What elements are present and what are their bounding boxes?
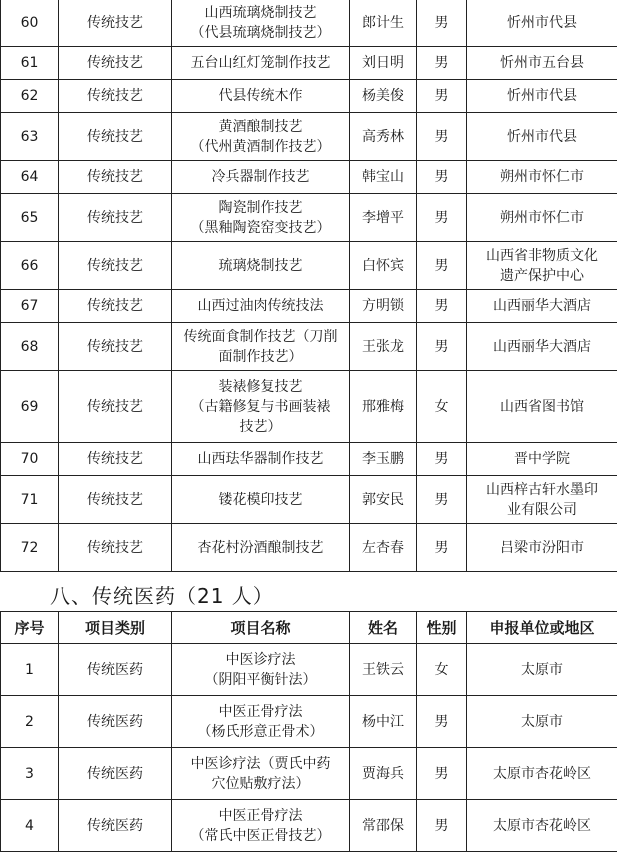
cell-gender: 女 — [417, 644, 467, 696]
cell-name: 王铁云 — [350, 644, 417, 696]
cell-name: 杨美俊 — [350, 80, 417, 113]
cell-no: 2 — [1, 696, 59, 748]
cell-unit — [467, 696, 617, 748]
cell-unit-line: 太原市杏花岭区 — [470, 764, 614, 784]
cell-gender: 男 — [417, 161, 467, 194]
cell-unit — [467, 443, 617, 476]
header-row — [1, 612, 617, 644]
cell-category: 传统医药 — [59, 800, 172, 852]
cell-project — [172, 371, 350, 443]
cell-project-line: 中医正骨疗法 — [175, 702, 346, 722]
cell-unit — [467, 194, 617, 242]
table-row — [1, 194, 617, 242]
cell-unit — [467, 524, 617, 572]
cell-name: 郭安民 — [350, 476, 417, 524]
header-category: 项目类别 — [59, 612, 172, 644]
cell-project — [172, 242, 350, 290]
cell-category: 传统技艺 — [59, 524, 172, 572]
cell-no: 60 — [1, 0, 59, 47]
cell-unit-line: 太原市杏花岭区 — [470, 816, 614, 836]
cell-name: 刘日明 — [350, 47, 417, 80]
cell-project-line: 装裱修复技艺 — [175, 377, 346, 397]
cell-category: 传统医药 — [59, 696, 172, 748]
cell-category: 传统技艺 — [59, 194, 172, 242]
cell-project-line: （代州黄酒制作技艺） — [175, 137, 346, 157]
cell-project — [172, 47, 350, 80]
cell-project — [172, 800, 350, 852]
cell-gender: 男 — [417, 194, 467, 242]
cell-unit-line: 忻州市代县 — [470, 13, 614, 33]
cell-name: 杨中江 — [350, 696, 417, 748]
cell-unit — [467, 476, 617, 524]
cell-project-line: 中医正骨疗法 — [175, 806, 346, 826]
header-name: 姓名 — [350, 612, 417, 644]
table-row — [1, 323, 617, 371]
cell-gender: 男 — [417, 476, 467, 524]
cell-unit — [467, 47, 617, 80]
cell-project-line: 代县传统木作 — [175, 86, 346, 106]
cell-unit-line: 山西丽华大酒店 — [470, 337, 614, 357]
cell-category: 传统医药 — [59, 748, 172, 800]
cell-name: 白怀宾 — [350, 242, 417, 290]
cell-project-line: （阴阳平衡针法） — [175, 670, 346, 690]
table-row — [1, 524, 617, 572]
cell-no: 61 — [1, 47, 59, 80]
cell-name: 郎计生 — [350, 0, 417, 47]
cell-no: 71 — [1, 476, 59, 524]
cell-no: 67 — [1, 290, 59, 323]
cell-unit-line: 忻州市代县 — [470, 127, 614, 147]
cell-unit — [467, 800, 617, 852]
table-row — [1, 748, 617, 800]
table-row — [1, 443, 617, 476]
cell-category: 传统技艺 — [59, 242, 172, 290]
cell-project-line: 技艺） — [175, 417, 346, 437]
cell-project-line: 传统面食制作技艺（刀削 — [175, 327, 346, 347]
cell-project — [172, 290, 350, 323]
cell-project-line: 冷兵器制作技艺 — [175, 167, 346, 187]
cell-project-line: （古籍修复与书画装裱 — [175, 397, 346, 417]
cell-gender: 男 — [417, 242, 467, 290]
cell-project-line: （杨氏形意正骨术） — [175, 722, 346, 742]
cell-name: 常邵保 — [350, 800, 417, 852]
cell-project-line: （代县琉璃烧制技艺） — [175, 23, 346, 43]
cell-no: 4 — [1, 800, 59, 852]
cell-project — [172, 0, 350, 47]
table-row — [1, 371, 617, 443]
header-gender: 性别 — [417, 612, 467, 644]
section-heading: 八、传统医药（21 人） — [50, 582, 274, 610]
cell-gender: 男 — [417, 113, 467, 161]
cell-gender: 男 — [417, 800, 467, 852]
cell-unit — [467, 644, 617, 696]
cell-project — [172, 476, 350, 524]
cell-name: 左杏春 — [350, 524, 417, 572]
cell-project — [172, 644, 350, 696]
cell-project — [172, 696, 350, 748]
cell-unit — [467, 242, 617, 290]
cell-name: 邢雅梅 — [350, 371, 417, 443]
cell-project-line: 黄酒酿制技艺 — [175, 117, 346, 137]
cell-name: 韩宝山 — [350, 161, 417, 194]
cell-gender: 男 — [417, 47, 467, 80]
cell-name: 李增平 — [350, 194, 417, 242]
cell-name: 王张龙 — [350, 323, 417, 371]
cell-gender: 男 — [417, 323, 467, 371]
cell-unit-line: 朔州市怀仁市 — [470, 167, 614, 187]
cell-no: 68 — [1, 323, 59, 371]
cell-category: 传统技艺 — [59, 443, 172, 476]
cell-unit-line: 山西梓古轩水墨印 — [470, 480, 614, 500]
cell-project — [172, 524, 350, 572]
cell-project-line: 琉璃烧制技艺 — [175, 256, 346, 276]
cell-unit-line: 山西省图书馆 — [470, 397, 614, 417]
cell-unit-line: 遗产保护中心 — [470, 266, 614, 286]
cell-unit-line: 朔州市怀仁市 — [470, 208, 614, 228]
cell-name: 方明锁 — [350, 290, 417, 323]
cell-project-line: 穴位贴敷疗法） — [175, 774, 346, 794]
cell-project — [172, 443, 350, 476]
cell-category: 传统技艺 — [59, 47, 172, 80]
cell-no: 1 — [1, 644, 59, 696]
cell-project — [172, 748, 350, 800]
cell-project-line: 陶瓷制作技艺 — [175, 198, 346, 218]
table-row — [1, 161, 617, 194]
cell-gender: 男 — [417, 443, 467, 476]
cell-project-line: 杏花村汾酒酿制技艺 — [175, 538, 346, 558]
cell-gender: 男 — [417, 696, 467, 748]
table-row — [1, 80, 617, 113]
cell-unit-line: 业有限公司 — [470, 500, 614, 520]
cell-project-line: 山西过油肉传统技法 — [175, 296, 346, 316]
cell-category: 传统技艺 — [59, 290, 172, 323]
cell-gender: 男 — [417, 290, 467, 323]
cell-project — [172, 161, 350, 194]
cell-gender: 男 — [417, 524, 467, 572]
cell-no: 62 — [1, 80, 59, 113]
header-project: 项目名称 — [172, 612, 350, 644]
cell-no: 3 — [1, 748, 59, 800]
table-row — [1, 47, 617, 80]
cell-category: 传统医药 — [59, 644, 172, 696]
cell-category: 传统技艺 — [59, 476, 172, 524]
cell-unit — [467, 371, 617, 443]
cell-unit-line: 忻州市五台县 — [470, 53, 614, 73]
cell-unit-line: 吕梁市汾阳市 — [470, 538, 614, 558]
cell-unit-line: 忻州市代县 — [470, 86, 614, 106]
cell-no: 66 — [1, 242, 59, 290]
cell-name: 李玉鹏 — [350, 443, 417, 476]
table-row — [1, 242, 617, 290]
cell-project — [172, 323, 350, 371]
cell-unit — [467, 748, 617, 800]
cell-project-line: 山西珐华器制作技艺 — [175, 449, 346, 469]
cell-unit-line: 晋中学院 — [470, 449, 614, 469]
table-row — [1, 644, 617, 696]
cell-project-line: （黑釉陶瓷窑变技艺） — [175, 218, 346, 238]
cell-category: 传统技艺 — [59, 80, 172, 113]
cell-gender: 男 — [417, 748, 467, 800]
cell-unit — [467, 323, 617, 371]
cell-name: 贾海兵 — [350, 748, 417, 800]
cell-project-line: 中医诊疗法（贾氏中药 — [175, 754, 346, 774]
cell-gender: 男 — [417, 80, 467, 113]
cell-unit — [467, 113, 617, 161]
cell-no: 64 — [1, 161, 59, 194]
heritage-table-medicine — [0, 611, 617, 852]
table-row — [1, 290, 617, 323]
cell-unit — [467, 161, 617, 194]
cell-category: 传统技艺 — [59, 113, 172, 161]
cell-unit-line: 太原市 — [470, 712, 614, 732]
header-unit: 申报单位或地区 — [467, 612, 617, 644]
cell-gender: 女 — [417, 371, 467, 443]
cell-unit — [467, 0, 617, 47]
cell-project-line: 镂花模印技艺 — [175, 490, 346, 510]
cell-category: 传统技艺 — [59, 371, 172, 443]
cell-project-line: （常氏中医正骨技艺） — [175, 826, 346, 846]
cell-no: 70 — [1, 443, 59, 476]
cell-no: 63 — [1, 113, 59, 161]
cell-no: 72 — [1, 524, 59, 572]
cell-unit — [467, 80, 617, 113]
cell-category: 传统技艺 — [59, 0, 172, 47]
cell-project — [172, 80, 350, 113]
table-row — [1, 0, 617, 47]
cell-no: 65 — [1, 194, 59, 242]
cell-gender: 男 — [417, 0, 467, 47]
cell-project — [172, 194, 350, 242]
cell-name: 高秀林 — [350, 113, 417, 161]
table-row — [1, 800, 617, 852]
cell-unit-line: 太原市 — [470, 660, 614, 680]
cell-unit-line: 山西丽华大酒店 — [470, 296, 614, 316]
cell-category: 传统技艺 — [59, 323, 172, 371]
cell-unit — [467, 290, 617, 323]
cell-project-line: 中医诊疗法 — [175, 650, 346, 670]
cell-project — [172, 113, 350, 161]
table-row — [1, 696, 617, 748]
header-no: 序号 — [1, 612, 59, 644]
cell-project-line: 面制作技艺） — [175, 347, 346, 367]
cell-unit-line: 山西省非物质文化 — [470, 246, 614, 266]
table-row — [1, 113, 617, 161]
table-row — [1, 476, 617, 524]
cell-category: 传统技艺 — [59, 161, 172, 194]
cell-project-line: 五台山红灯笼制作技艺 — [175, 53, 346, 73]
cell-project-line: 山西琉璃烧制技艺 — [175, 3, 346, 23]
cell-no: 69 — [1, 371, 59, 443]
